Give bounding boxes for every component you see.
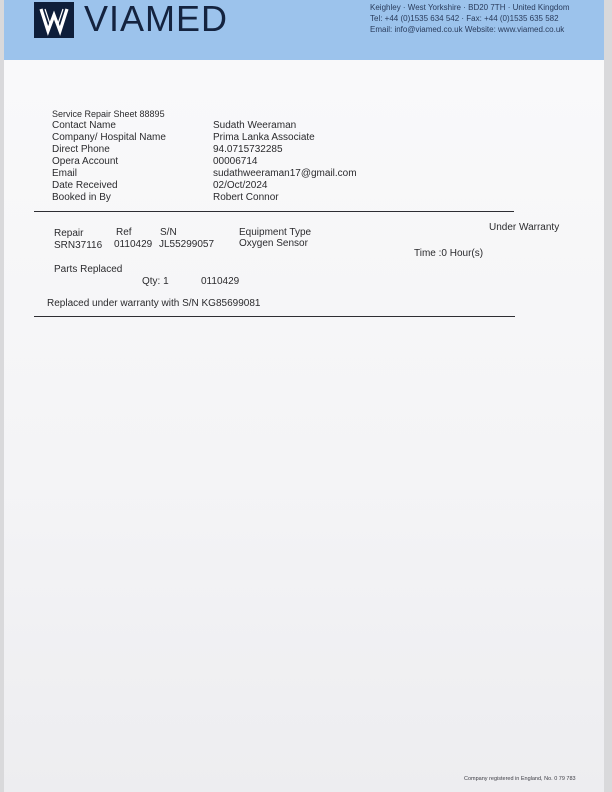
opera-account-label: Opera Account <box>52 156 119 167</box>
repair-sheet-page <box>4 0 604 792</box>
parts-qty: Qty: 1 <box>142 276 169 287</box>
direct-phone-value: 94.0715732285 <box>213 144 283 155</box>
company-contact-details <box>370 2 570 35</box>
warranty-status: Under Warranty <box>489 222 560 233</box>
equipment-type-header: Equipment Type <box>239 227 312 238</box>
booked-in-by-value: Robert Connor <box>213 192 279 203</box>
company-registration: Company registered in England, No. 0 79 783 <box>464 776 576 782</box>
serial-number: JL55299057 <box>159 239 215 250</box>
sn-header: S/N <box>160 227 177 238</box>
divider-bottom <box>34 316 515 317</box>
contact-name-value: Sudath Weeraman <box>213 120 297 131</box>
repair-time: Time :0 Hour(s) <box>414 248 484 259</box>
opera-account-value: 00006714 <box>213 156 258 167</box>
repair-number: SRN37116 <box>54 240 103 251</box>
ref-header: Ref <box>116 227 132 238</box>
part-number: 0110429 <box>201 276 240 287</box>
equipment-type-value: Oxygen Sensor <box>239 238 308 249</box>
booked-in-by-label: Booked in By <box>52 192 111 203</box>
repair-note: Replaced under warranty with S/N KG85699081 <box>47 298 261 309</box>
address-line: Keighley · West Yorkshire · BD20 7TH · United Kingdom <box>370 3 570 12</box>
email-label: Email <box>52 168 78 179</box>
parts-replaced-label: Parts Replaced <box>54 264 123 275</box>
divider-top <box>34 211 514 212</box>
contact-name-label: Contact Name <box>52 120 116 131</box>
brand-name: VIAMED <box>84 0 229 39</box>
email-website-line: Email: info@viamed.co.uk Website: www.viamed.co.uk <box>370 25 565 34</box>
viamed-logo-icon <box>34 2 74 38</box>
direct-phone-label: Direct Phone <box>52 144 110 155</box>
ref-number: 0110429 <box>114 239 153 250</box>
sheet-title: Service Repair Sheet 88895 <box>52 109 165 119</box>
date-received-label: Date Received <box>52 180 118 191</box>
repair-header: Repair <box>54 228 84 239</box>
email-value: sudathweeraman17@gmail.com <box>213 168 357 179</box>
company-name-label: Company/ Hospital Name <box>52 132 166 143</box>
letterhead <box>4 0 604 60</box>
company-name-value: Prima Lanka Associate <box>213 132 315 143</box>
phone-fax-line: Tel: +44 (0)1535 634 542 · Fax: +44 (0)1535 635 582 <box>370 14 559 23</box>
date-received-value: 02/Oct/2024 <box>213 180 268 191</box>
